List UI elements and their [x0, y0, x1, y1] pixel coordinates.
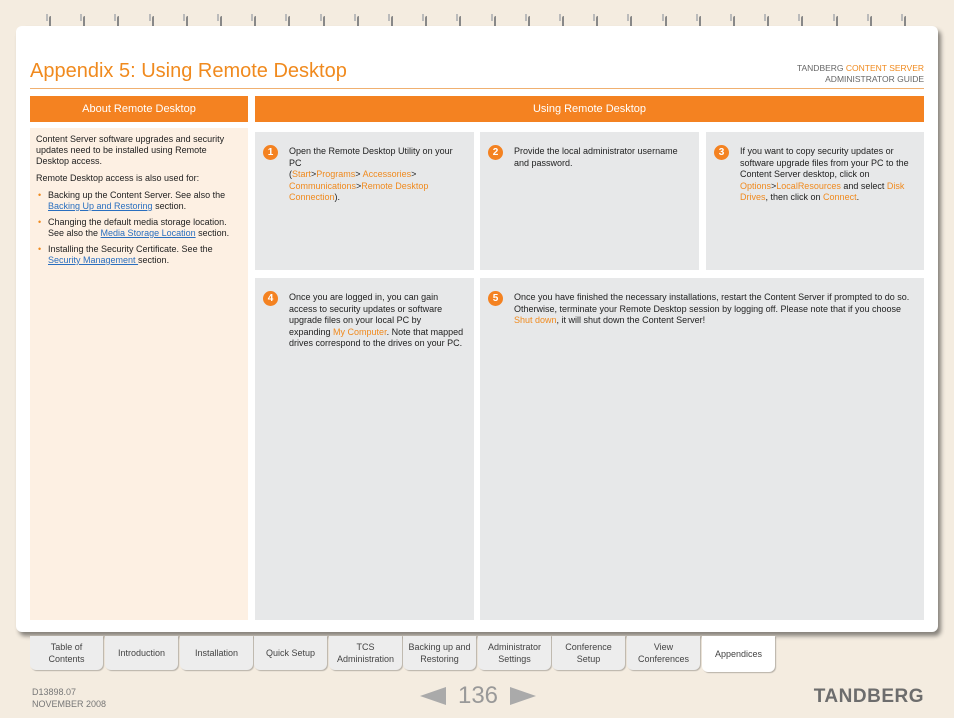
about-also-used: Remote Desktop access is also used for:	[36, 173, 200, 183]
step-text: Open the Remote Desktop Utility on your PC	[289, 146, 453, 168]
media-storage-link[interactable]: Media Storage Location	[100, 228, 196, 238]
item-text: Installing the Security Certificate. See the	[48, 244, 213, 254]
step-text: Once you are logged in, you can gain access to security updates or software upgrade files on your local PC by expanding My Computer. Note that mapped drives correspond to the drives on your PC.	[289, 292, 464, 348]
brand-header	[797, 63, 924, 85]
next-page-icon[interactable]	[510, 687, 536, 705]
tab-introduction[interactable]: Introduction	[105, 636, 178, 670]
step-number: 5	[488, 291, 503, 306]
step-5	[480, 278, 924, 620]
step-number: 3	[714, 145, 729, 160]
step-3	[706, 132, 924, 270]
list-item	[36, 244, 242, 266]
tandberg-logo: TANDBERG	[813, 686, 924, 707]
about-intro: Content Server software upgrades and security updates need to be installed using Remote Desktop access.	[36, 134, 225, 166]
doc-date: NOVEMBER 2008	[32, 699, 107, 709]
item-text: section.	[138, 255, 170, 265]
security-management-link[interactable]: Security Management	[48, 255, 139, 265]
about-panel	[30, 128, 248, 620]
page-navigator	[420, 682, 536, 710]
step-number: 1	[263, 145, 278, 160]
step-1	[255, 132, 474, 270]
tab-backing-up[interactable]: Backing up and Restoring	[403, 636, 476, 670]
step-number: 2	[488, 145, 503, 160]
tab-tcs-administration[interactable]: TCS Administration	[329, 636, 402, 670]
using-heading: Using Remote Desktop	[255, 96, 924, 122]
step-2	[480, 132, 699, 270]
tab-view-conferences[interactable]: View Conferences	[627, 636, 700, 670]
item-text: Backing up the Content Server. See also the	[48, 190, 226, 200]
document-id	[32, 686, 106, 710]
tab-administrator-settings[interactable]: Administrator Settings	[478, 636, 551, 670]
item-text: section.	[195, 228, 230, 238]
step-text: Once you have finished the necessary installations, restart the Content Server if prompted to do so. Otherwise, terminate your Remote Desktop session by logging off. Please note that if you choose Shut down, it will shut down the Content Server!	[514, 292, 910, 325]
about-list	[36, 190, 242, 266]
step-path: (Start>Programs> Accessories> Communications>Remote Desktop Connection).	[289, 169, 429, 202]
previous-page-icon[interactable]	[420, 687, 446, 705]
brand-prefix: TANDBERG	[796, 63, 846, 73]
list-item	[36, 190, 242, 212]
item-text: Changing the default media storage location. See also the	[48, 217, 227, 238]
step-4	[255, 278, 474, 620]
list-item	[36, 217, 242, 239]
title-divider	[30, 88, 924, 89]
doc-number: D13898.07	[32, 687, 77, 697]
tab-installation[interactable]: Installation	[180, 636, 253, 670]
brand-line2: ADMINISTRATOR GUIDE	[825, 74, 924, 84]
step-text: If you want to copy security updates or software upgrade files from your PC to the Content Server desktop, click on Options>LocalResources and select Disk Drives, then click on Connect.	[740, 146, 909, 202]
tab-table-of-contents[interactable]: Table of Contents	[30, 636, 103, 670]
page-title: Appendix 5: Using Remote Desktop	[30, 60, 347, 82]
backing-up-link[interactable]: Backing Up and Restoring	[48, 201, 153, 211]
about-heading: About Remote Desktop	[30, 96, 248, 122]
page-number: 136	[457, 682, 499, 709]
tab-appendices[interactable]: Appendices	[702, 636, 775, 672]
step-text: Provide the local administrator username and password.	[514, 146, 678, 168]
tab-conference-setup[interactable]: Conference Setup	[552, 636, 625, 670]
step-number: 4	[263, 291, 278, 306]
tab-quick-setup[interactable]: Quick Setup	[254, 636, 327, 670]
item-text: section.	[152, 201, 187, 211]
brand-accent: CONTENT SERVER	[845, 63, 924, 73]
